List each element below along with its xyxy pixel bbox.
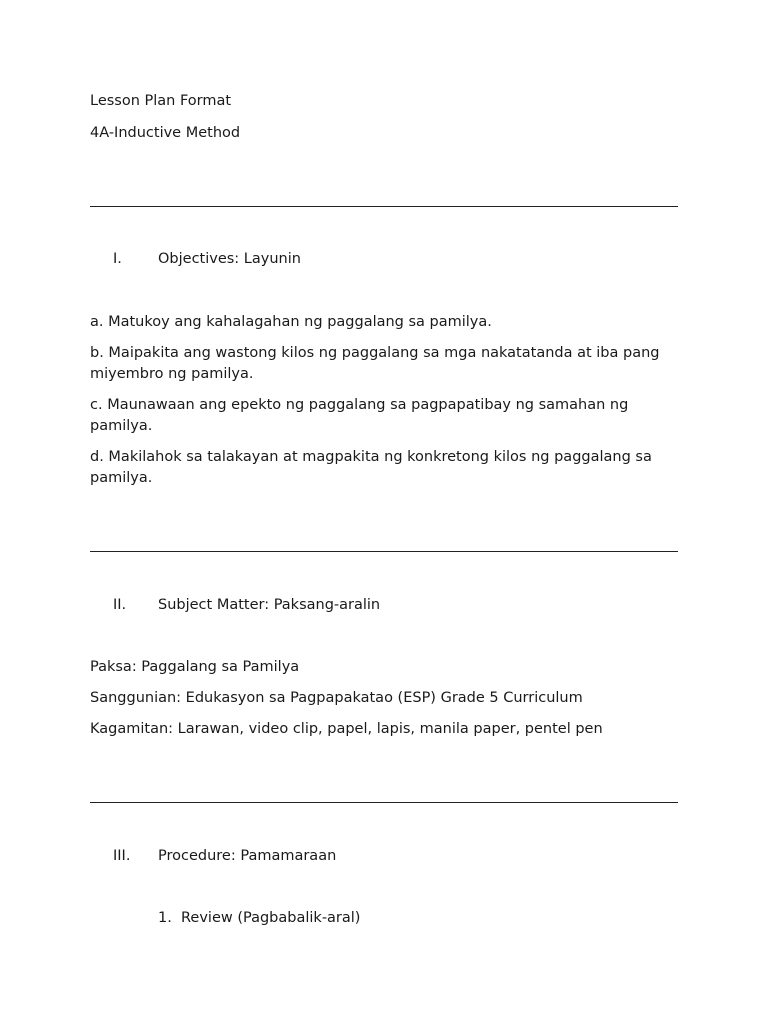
section-title: Procedure: Pamamaraan: [158, 848, 337, 864]
section-number: III.: [113, 848, 131, 864]
section-heading-objectives: [113, 249, 301, 270]
objective-item: a. Matukoy ang kahalagahan ng paggalang sa pamilya.: [90, 314, 492, 330]
divider: [90, 206, 678, 207]
method-subtitle: 4A-Inductive Method: [90, 125, 241, 141]
section-number: II.: [113, 597, 127, 613]
divider: [90, 551, 678, 552]
section-title: Objectives: Layunin: [158, 251, 301, 267]
objective-item: b. Maipakita ang wastong kilos ng paggalang sa mga nakatatanda at iba pang miyembro ng pamilya.: [90, 345, 660, 382]
procedure-step: [158, 908, 360, 929]
objective-item: c. Maunawaan ang epekto ng paggalang sa pagpapatibay ng samahan ng pamilya.: [90, 397, 629, 434]
subject-item-kagamitan: Kagamitan: Larawan, video clip, papel, lapis, manila paper, pentel pen: [90, 721, 603, 737]
section-heading-procedure: [113, 846, 336, 867]
objective-item: d. Makilahok sa talakayan at magpakita ng konkretong kilos ng paggalang sa pamilya.: [90, 449, 652, 486]
section-number: I.: [113, 251, 122, 267]
document-title: Lesson Plan Format: [90, 93, 232, 109]
section-title: Subject Matter: Paksang-aralin: [158, 597, 381, 613]
step-label: Review (Pagbabalik-aral): [181, 910, 361, 926]
step-number: 1.: [158, 910, 172, 926]
subject-item-sanggunian: Sanggunian: Edukasyon sa Pagpapakatao (ESP) Grade 5 Curriculum: [90, 690, 583, 706]
divider: [90, 802, 678, 803]
section-heading-subject-matter: [113, 595, 380, 616]
subject-item-paksa: Paksa: Paggalang sa Pamilya: [90, 659, 300, 675]
